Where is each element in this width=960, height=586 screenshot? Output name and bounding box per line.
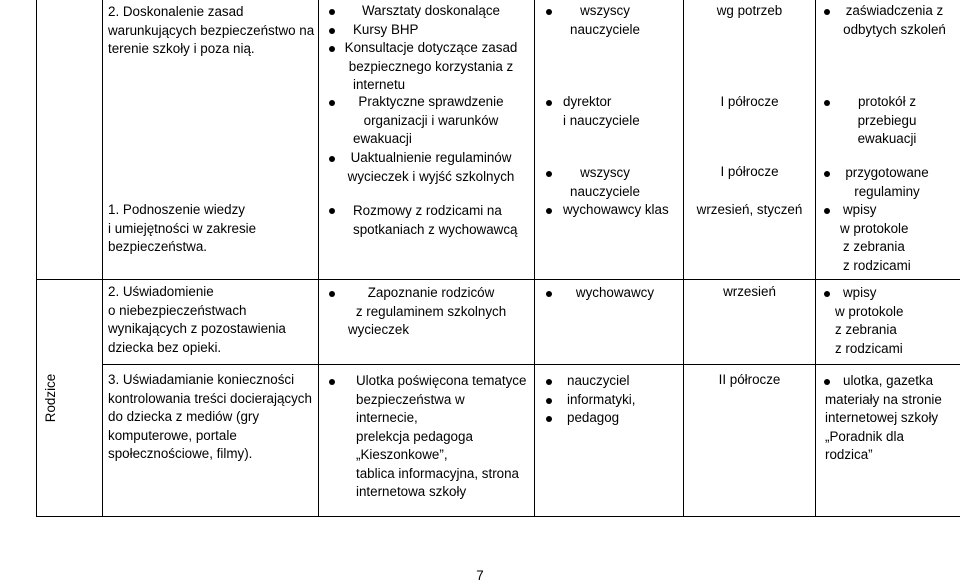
deadline-text: I półrocze [720, 94, 779, 109]
evidence-line: z zebrania [843, 239, 905, 254]
section-label: Rodzice [42, 373, 58, 423]
task-line: terenie szkoły i poza nią. [108, 41, 255, 56]
method-line: „Kieszonkowe”, [356, 447, 448, 462]
task-line: 2. Doskonalenie zasad [108, 4, 244, 19]
responsible-line: nauczyciel [567, 373, 630, 388]
method-line: internetu [353, 77, 406, 92]
responsible-line: nauczyciele [570, 21, 640, 37]
responsible-item [553, 284, 677, 303]
evidence-item [832, 93, 942, 149]
deadline-cell [684, 371, 815, 390]
method-line: z regulaminem szkolnych [355, 303, 507, 319]
deadline-cell [684, 201, 815, 220]
evidence-line: przygotowane [845, 165, 929, 180]
grid-row-divider-2 [102, 364, 960, 365]
responsible-line: dyrektor [563, 94, 612, 109]
evidence-line: protokół z [857, 94, 917, 109]
task-line: warunkujących bezpieczeństwo na [108, 22, 315, 38]
responsible-line: nauczyciele [570, 183, 640, 199]
evidence-line: w protokole [840, 220, 909, 236]
evidence-line: internetowej szkoły [825, 410, 939, 425]
evidence-line: wpisy [843, 202, 877, 217]
bullet-icon [329, 28, 335, 34]
responsible-line: wszyscy [580, 3, 630, 18]
evidence-line: materiały na stronie [825, 391, 942, 407]
bullet-icon [546, 398, 552, 404]
method-item [338, 39, 524, 95]
evidence-item [840, 201, 911, 275]
method-line: internetowa szkoły [356, 484, 467, 499]
evidence-line: ewakuacji [857, 131, 917, 146]
grid-col-divider-2 [318, 0, 319, 516]
deadline-cell [684, 93, 815, 112]
evidence-item [832, 164, 942, 201]
bullet-icon [329, 156, 335, 162]
responsible-line: wychowawcy [575, 285, 655, 300]
evidence-line: regulaminy [854, 183, 920, 199]
method-line: Praktyczne sprawdzenie [358, 94, 504, 109]
method-line: organizacji i warunków [363, 112, 499, 128]
responsible-line: informatyki, [567, 391, 636, 407]
method-line: tablica informacyjna, strona [356, 465, 519, 481]
section-label-cell [36, 280, 66, 516]
method-line: Uaktualnienie regulaminów [350, 150, 512, 165]
evidence-line: „Poradnik dla [825, 428, 904, 444]
responsible-line: wszyscy [580, 165, 630, 180]
evidence-line: odbytych szkoleń [843, 21, 946, 37]
bullet-icon [329, 291, 335, 297]
bullet-icon [546, 100, 552, 106]
task-cell [108, 283, 286, 357]
evidence-line: ulotka, gazetka [843, 373, 934, 388]
evidence-item [832, 2, 957, 39]
method-item [338, 284, 524, 340]
task-line: kontrolowania treści docierających [108, 390, 312, 406]
deadline-text: wrzesień, styczeń [696, 202, 803, 217]
responsible-item [553, 2, 657, 39]
deadline-cell [684, 283, 815, 302]
bullet-icon [824, 291, 830, 297]
task-line: do dziecka z mediów (gry [108, 409, 260, 424]
bullet-icon [546, 9, 552, 15]
responsible-line: pedagog [567, 410, 620, 425]
bullet-icon [546, 171, 552, 177]
method-item [338, 93, 524, 149]
method-line: bezpiecznego korzystania z [348, 58, 514, 74]
task-line: wynikających z pozostawienia [108, 321, 286, 336]
method-line: Warsztaty doskonalące [362, 3, 500, 18]
deadline-text: II półrocze [718, 372, 781, 387]
method-item [338, 149, 524, 186]
task-line: 3. Uświadamianie konieczności [108, 372, 295, 387]
evidence-item [825, 372, 942, 465]
task-line: dziecka bez opieki. [108, 339, 222, 355]
method-line: ewakuacji [353, 131, 412, 146]
method-line: Zapoznanie rodziców [367, 285, 495, 300]
deadline-cell [684, 163, 815, 182]
deadline-text: wrzesień [723, 284, 776, 299]
method-line: Ulotka poświęcona tematyce [356, 373, 527, 388]
method-line: spotkaniach z wychowawcą [353, 221, 518, 237]
deadline-cell [684, 2, 815, 21]
bullet-icon [546, 379, 552, 385]
method-line: prelekcja pedagoga [356, 428, 473, 444]
task-line: bezpieczeństwa. [108, 239, 207, 254]
method-item [338, 2, 524, 21]
bullet-icon [329, 379, 335, 385]
bullet-icon [824, 9, 830, 15]
responsible-item [567, 372, 635, 428]
task-line: 2. Uświadomienie [108, 284, 214, 299]
bullet-icon [824, 171, 830, 177]
method-item [353, 21, 418, 40]
bullet-icon [546, 208, 552, 214]
method-line: Kursy BHP [353, 22, 419, 37]
bullet-icon [329, 9, 335, 15]
method-line: Rozmowy z rodzicami na [353, 203, 502, 218]
grid-col-divider-5 [815, 0, 816, 516]
page-number: 7 [476, 568, 484, 583]
responsible-item [563, 93, 640, 130]
evidence-line: w protokole [835, 303, 904, 319]
task-line: komputerowe, portale [108, 427, 237, 443]
responsible-item [563, 201, 669, 220]
grid-col-divider-3 [534, 0, 535, 516]
task-cell-bottom [108, 201, 256, 257]
responsible-item [553, 164, 657, 201]
method-item [353, 202, 518, 239]
task-line: 1. Podnoszenie wiedzy [108, 202, 245, 217]
deadline-text: wg potrzeb [716, 3, 783, 18]
responsible-line: wychowawcy klas [563, 202, 669, 217]
bullet-icon [824, 100, 830, 106]
method-line: internecie, [356, 410, 418, 425]
bullet-icon [329, 208, 335, 214]
task-cell [108, 371, 312, 464]
task-line: społecznościowe, filmy). [108, 446, 253, 461]
task-cell-top [108, 3, 314, 59]
grid-bottom-border [36, 516, 960, 517]
evidence-line: zaświadczenia z [845, 3, 944, 18]
evidence-line: z rodzicami [843, 257, 911, 273]
bullet-icon [329, 46, 335, 52]
method-line: bezpieczeństwa w [356, 391, 465, 407]
grid-col-divider-1 [102, 0, 103, 516]
deadline-text: I półrocze [720, 164, 779, 179]
evidence-line: przebiegu [857, 112, 917, 128]
evidence-line: z zebrania [835, 322, 897, 337]
method-line: Konsultacje dotyczące zasad [344, 40, 518, 55]
bullet-icon [546, 416, 552, 422]
task-line: i umiejętności w zakresie [108, 220, 257, 236]
bullet-icon [546, 291, 552, 297]
method-line: wycieczek i wyjść szkolnych [347, 168, 515, 184]
evidence-item [835, 284, 904, 358]
grid-col-divider-4 [683, 0, 684, 516]
responsible-line: i nauczyciele [563, 112, 640, 128]
evidence-line: z rodzicami [835, 340, 903, 356]
method-line: wycieczek [348, 322, 410, 337]
task-line: o niebezpieczeństwach [108, 302, 247, 318]
grid-row-divider-1 [36, 279, 960, 280]
bullet-icon [824, 208, 830, 214]
method-item [356, 372, 526, 502]
evidence-line: rodzica” [825, 447, 873, 462]
evidence-line: wpisy [843, 285, 877, 300]
bullet-icon [329, 100, 335, 106]
